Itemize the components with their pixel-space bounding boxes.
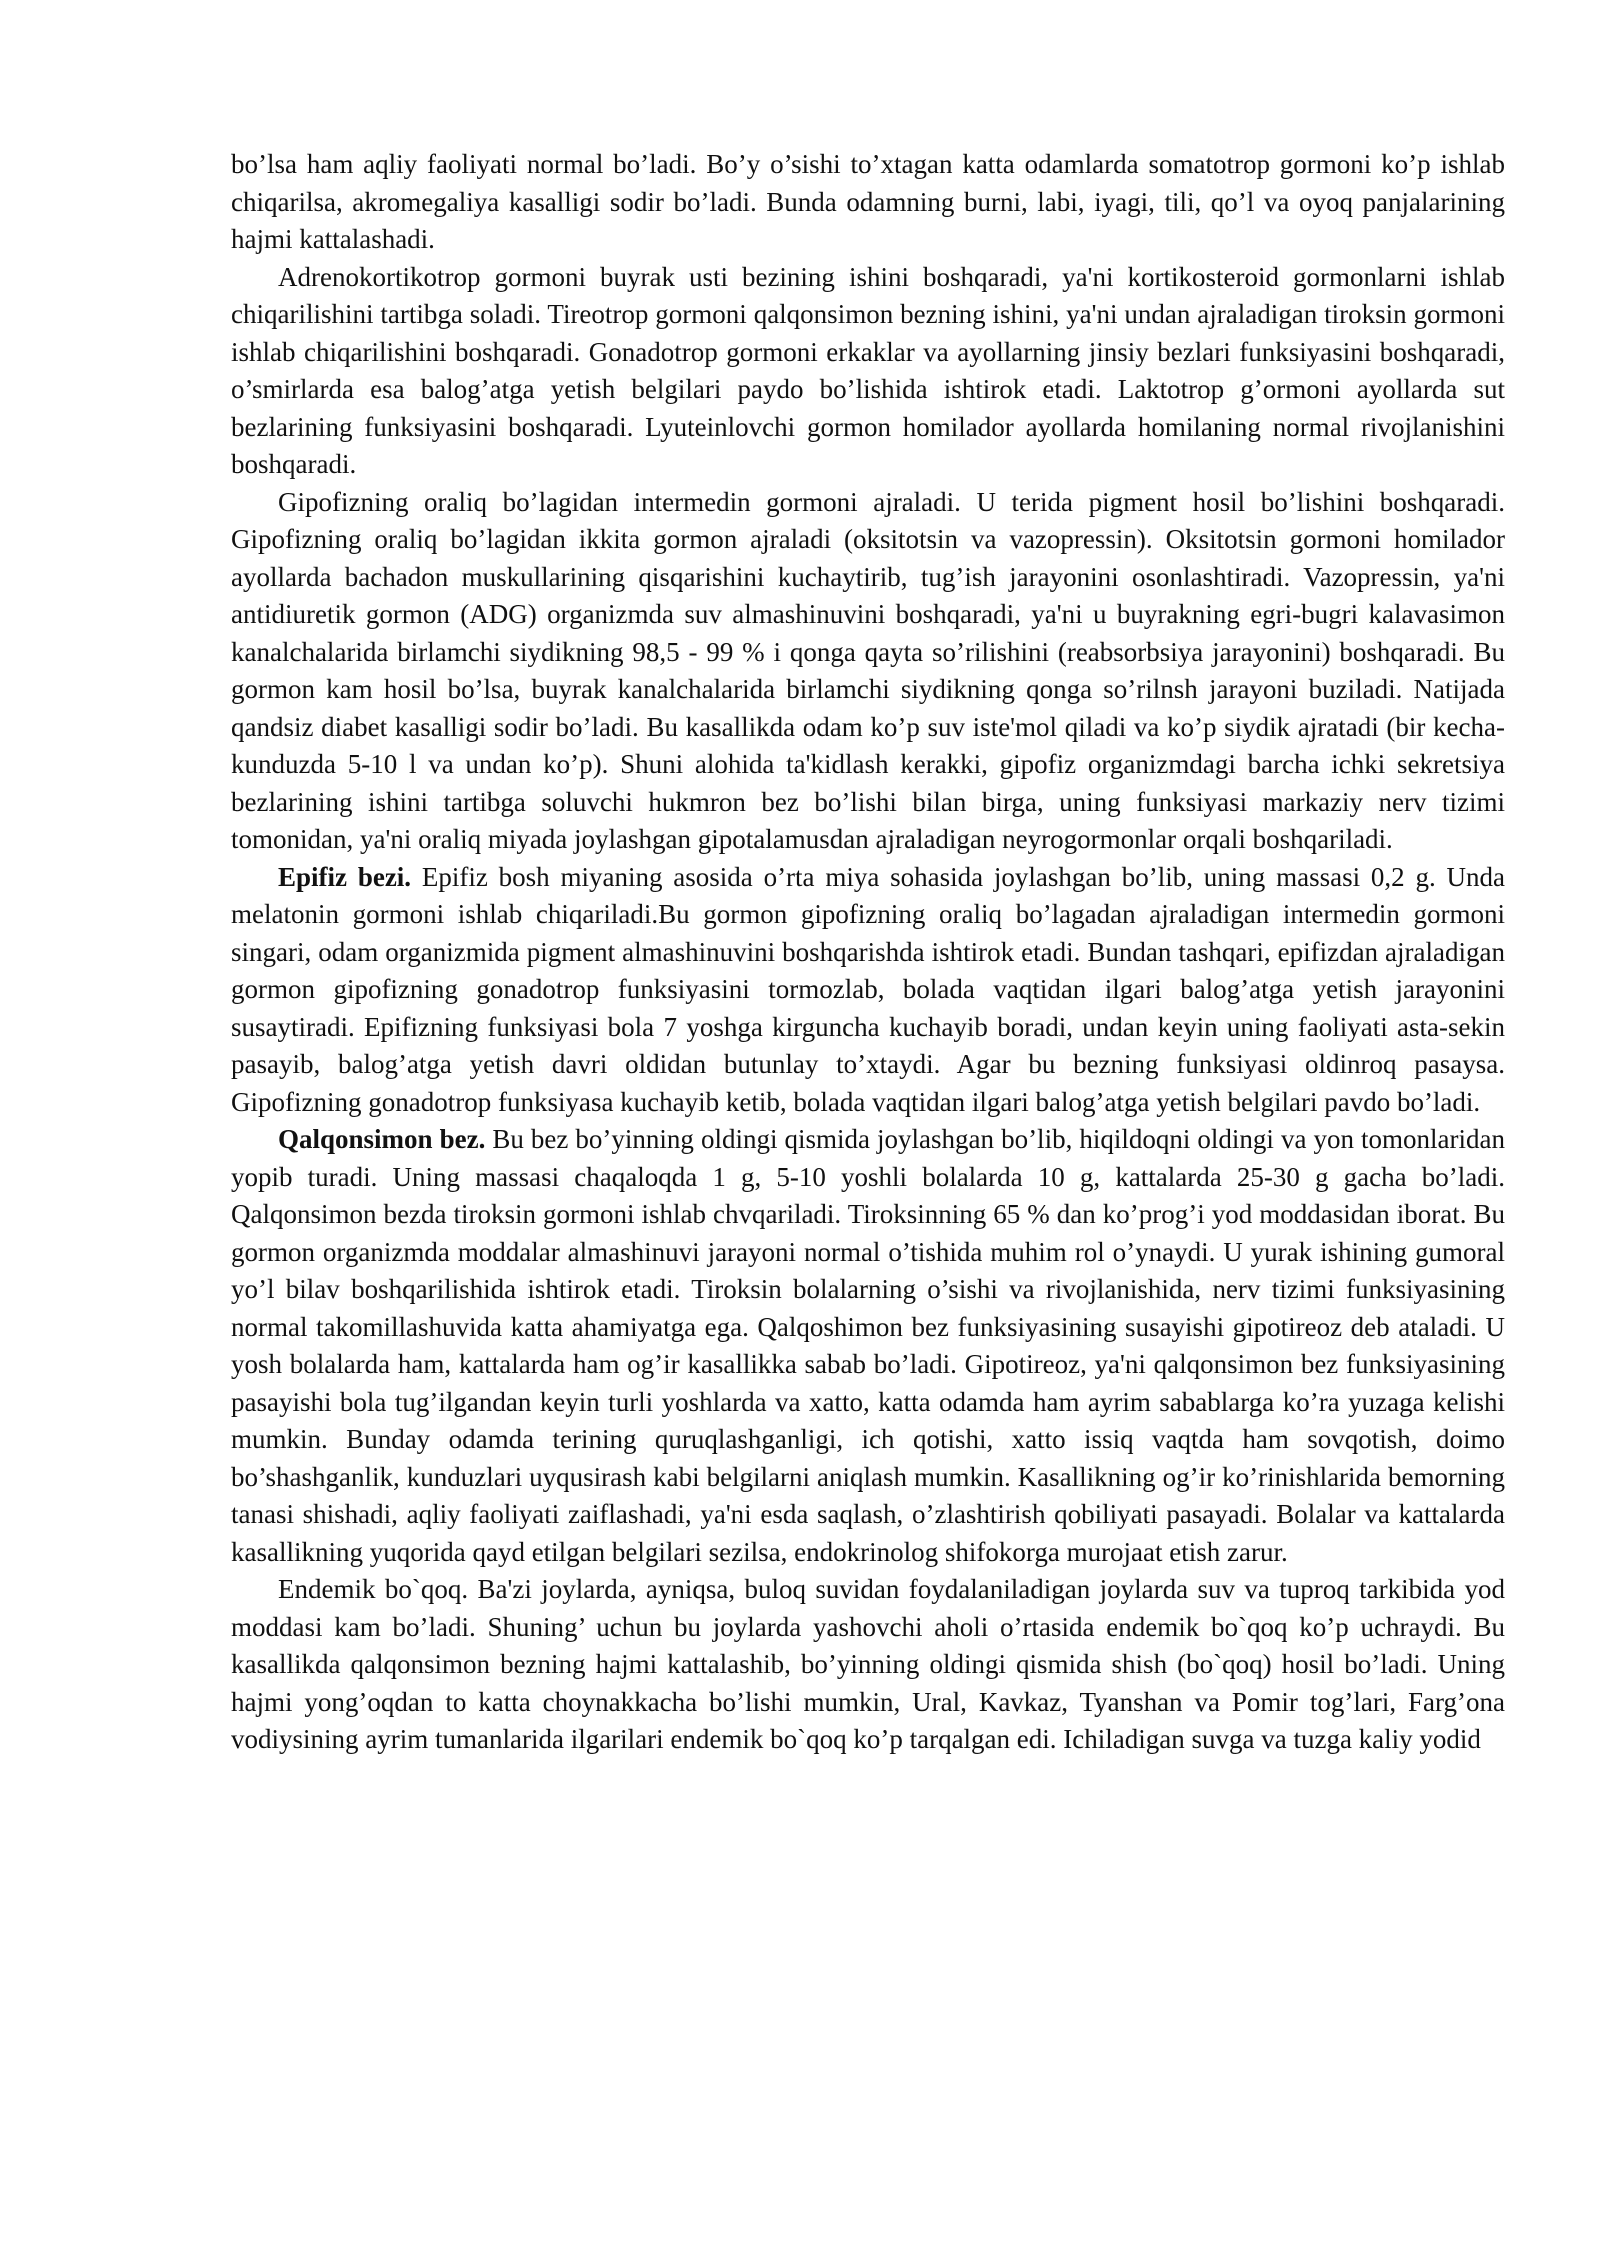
paragraph-3	[231, 484, 1505, 859]
paragraph-6	[231, 1571, 1505, 1759]
paragraph-2	[231, 259, 1505, 484]
paragraph-1-text: bo’lsa ham aqliy faoliyati normal bo’ladi. Bo’y o’sishi to’xtagan katta odamlarda somatotrop gormoni ko’p ishlab chiqarilsa, akromegaliya kasalligi sodir bo’ladi. Bunda odamning burni, labi, iyagi, tili, qo’l va oyoq panjalarining hajmi kattalashadi.	[231, 149, 1505, 254]
paragraph-6-text: Endemik bo`qoq. Ba'zi joylarda, ayniqsa, buloq suvidan foydalaniladigan joylarda suv va tuproq tarkibida yod moddasi kam bo’ladi. Shuning’ uchun bu joylarda yashovchi aholi o’rtasida endemik bo`qoq ko’p uchraydi. Bu kasallikda qalqonsimon bezning hajmi kattalashib, bo’yinning oldingi qismida shish (bo`qoq) hosil bo’ladi. Uning hajmi yong’oqdan to katta choynakkacha bo’lishi mumkin, Ural, Kavkaz, Tyanshan va Pomir tog’lari, Farg’ona vodiysining ayrim tumanlarida ilgarilari endemik bo`qoq ko’p tarqalgan edi. Ichiladigan suvga va tuzga kaliy yodid	[231, 1574, 1505, 1754]
paragraph-1	[231, 146, 1505, 259]
section-heading-qalqonsimon: Qalqonsimon bez.	[278, 1124, 486, 1154]
paragraph-4	[231, 859, 1505, 1122]
paragraph-5	[231, 1121, 1505, 1571]
paragraph-5-text: Bu bez bo’yinning oldingi qismida joylashgan bo’lib, hiqildoqni oldingi va yon tomonlaridan yopib turadi. Uning massasi chaqaloqda 1 g, 5-10 yoshli bolalarda 10 g, kattalarda 25-30 g gacha bo’ladi. Qalqonsimon bezda tiroksin gormoni ishlab chvqariladi. Tiroksinning 65 % dan ko’prog’i yod moddasidan iborat. Bu gormon organizmda moddalar almashinuvi jarayoni normal o’tishida muhim rol o’ynaydi. U yurak ishining gumoral yo’l bilav boshqarilishida ishtirok etadi. Tiroksin bolalarning o’sishi va rivojlanishida, nerv tizimi funksiyasining normal takomillashuvida katta ahamiyatga ega. Qalqoshimon bez funksiyasining susayishi gipotireoz deb ataladi. U yosh bolalarda ham, kattalarda ham og’ir kasallikka sabab bo’ladi. Gipotireoz, ya'ni qalqonsimon bez funksiyasining pasayishi bola tug’ilgandan keyin turli yoshlarda va xatto, katta odamda ham ayrim sabablarga ko’ra yuzaga kelishi mumkin. Bunday odamda terining quruqlashganligi, ich qotishi, xatto issiq vaqtda ham sovqotish, doimo bo’shashganlik, kunduzlari uyqusirash kabi belgilarni aniqlash mumkin. Kasallikning og’ir ko’rinishlarida bemorning tanasi shishadi, aqliy faoliyati zaiflashadi, ya'ni esda saqlash, o’zlashtirish qobiliyati pasayadi. Bolalar va kattalarda kasallikning yuqorida qayd etilgan belgilari sezilsa, endokrinolog shifokorga murojaat etish zarur.	[231, 1124, 1505, 1567]
section-heading-epifiz: Epifiz bezi.	[278, 861, 412, 892]
paragraph-2-text: Adrenokortikotrop gormoni buyrak usti bezining ishini boshqaradi, ya'ni kortikosteroid gormonlarni ishlab chiqarilishini tartibga soladi. Tireotrop gormoni qalqonsimon bezning ishini, ya'ni undan ajraladigan tiroksin gormoni ishlab chiqarilishini boshqaradi. Gonadotrop gormoni erkaklar va ayollarning jinsiy bezlari funksiyasini boshqaradi, o’smirlarda esa balog’atga yetish belgilari paydo bo’lishida ishtirok etadi. Laktotrop g’ormoni ayollarda sut bezlarining funksiyasini boshqaradi. Lyuteinlovchi gormon homilador ayollarda homilaning normal rivojlanishini boshqaradi.	[231, 261, 1505, 479]
paragraph-4-text: Epifiz bosh miyaning asosida o’rta miya sohasida joylashgan bo’lib, uning massasi 0,2 g. Unda melatonin gormoni ishlab chiqariladi.Bu gormon gipofizning oraliq bo’lagadan ajraladigan intermedin gormoni singari, odam organizmida pigment almashinuvini boshqarishda ishtirok etadi. Bundan tashqari, epifizdan ajraladigan gormon gipofizning gonadotrop funksiyasini tormozlab, bolada vaqtidan ilgari balog’atga yetish jarayonini susaytiradi. Epifizning funksiyasi bola 7 yoshga kirguncha kuchayib boradi, undan keyin uning faoliyati asta-sekin pasayib, balog’atga yetish davri oldidan butunlay to’xtaydi. Agar bu bezning funksiyasi oldinroq pasaysa. Gipofizning gonadotrop funksiyasa kuchayib ketib, bolada vaqtidan ilgari balog’atga yetish belgilari pavdo bo’ladi.	[231, 861, 1505, 1117]
document-page	[231, 146, 1505, 1759]
paragraph-3-text: Gipofizning oraliq bo’lagidan intermedin gormoni ajraladi. U terida pigment hosil bo’lishini boshqaradi. Gipofizning oraliq bo’lagidan ikkita gormon ajraladi (oksitotsin va vazopressin). Oksitotsin gormoni homilador ayollarda bachadon muskullarining qisqarishini kuchaytirib, tug’ish jarayonini osonlashtiradi. Vazopressin, ya'ni antidiuretik gormon (ADG) organizmda suv almashinuvini boshqaradi, ya'ni u buyrakning egri-bugri kalavasimon kanalchalarida birlamchi siydikning 98,5 - 99 % i qonga qayta so’rilishini (reabsorbsiya jarayonini) boshqaradi. Bu gormon kam hosil bo’lsa, buyrak kanalchalarida birlamchi siydikning qonga so’rilnsh jarayoni buziladi. Natijada qandsiz diabet kasalligi sodir bo’ladi. Bu kasallikda odam ko’p suv iste'mol qiladi va ko’p siydik ajratadi (bir kecha-kunduzda 5-10 l va undan ko’p). Shuni alohida ta'kidlash kerakki, gipofiz organizmdagi barcha ichki sekretsiya bezlarining ishini tartibga soluvchi hukmron bez bo’lishi bilan birga, uning funksiyasi markaziy nerv tizimi tomonidan, ya'ni oraliq miyada joylashgan gipotalamusdan ajraladigan neyrogormonlar orqali boshqariladi.	[231, 486, 1505, 854]
